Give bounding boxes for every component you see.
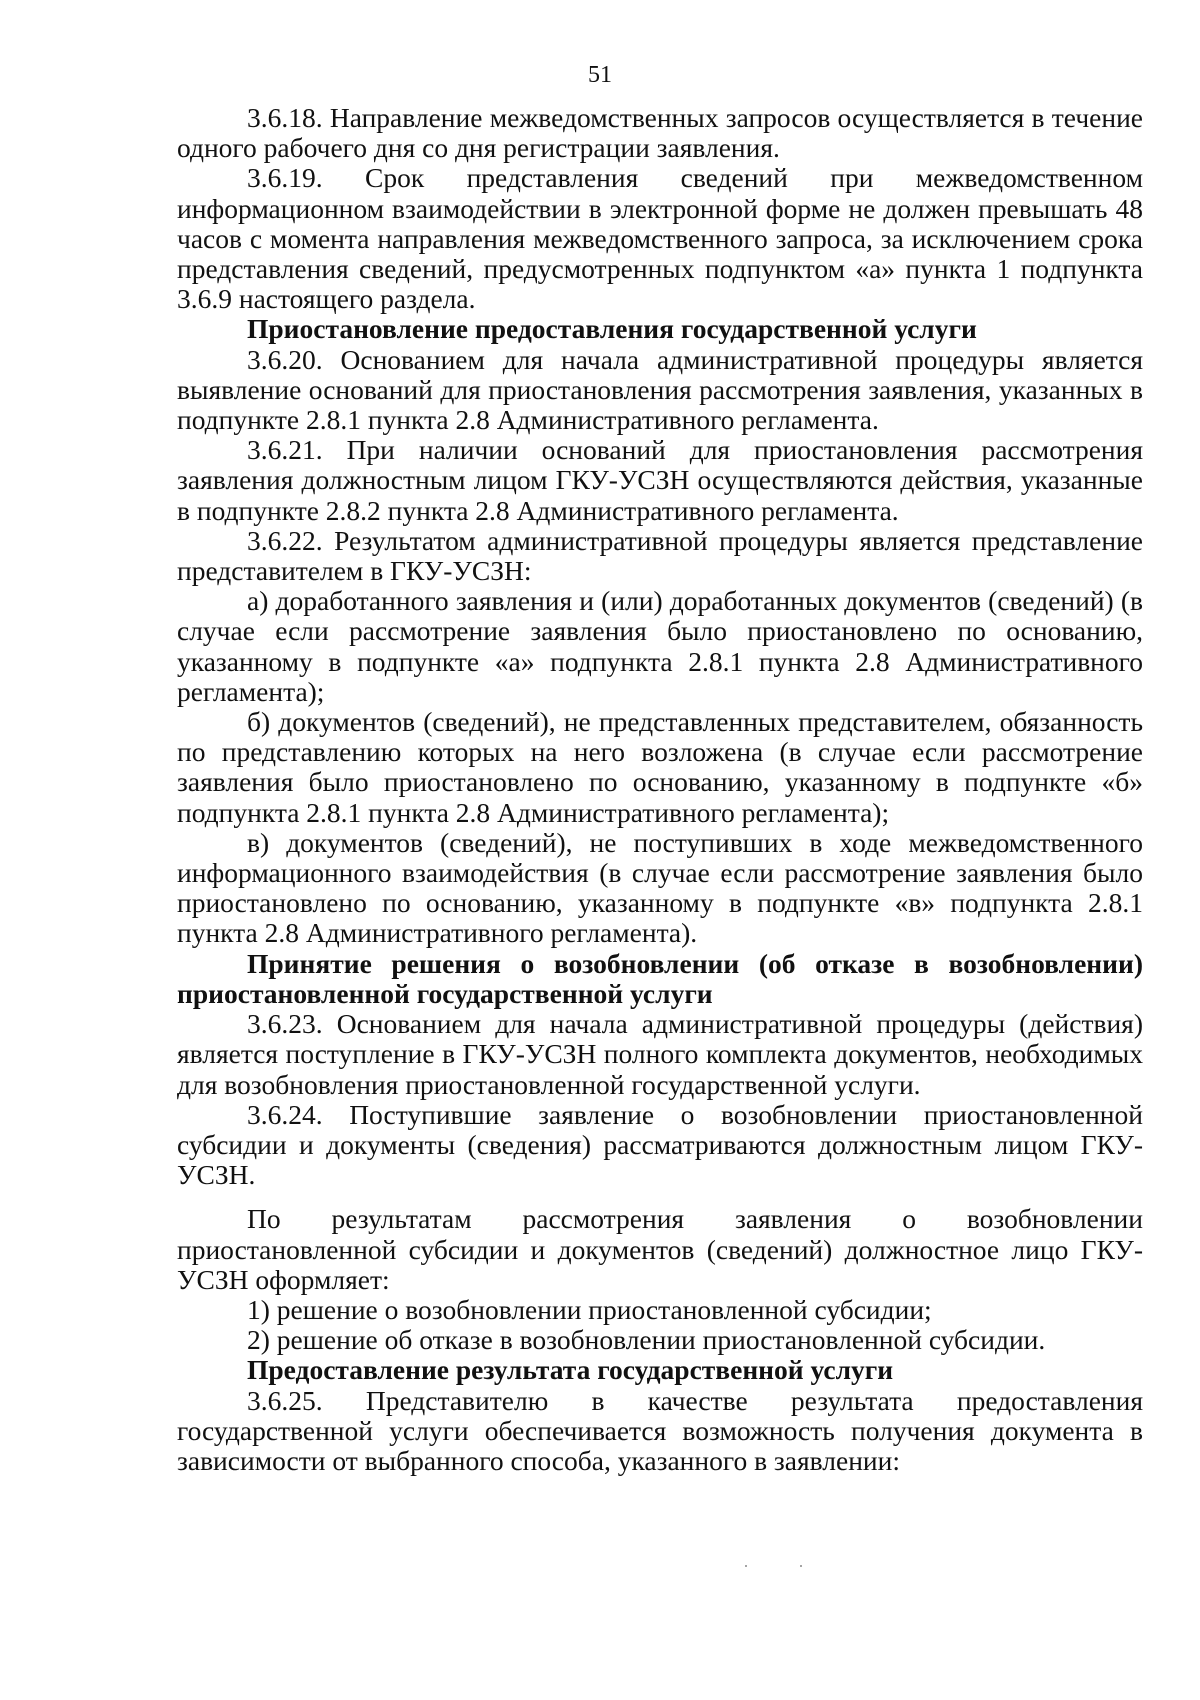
- paragraph-3-6-18: 3.6.18. Направление межведомственных запросов осуществляется в течение одного рабочего дня со дня регистрации заявления.: [177, 102, 1143, 164]
- page-number: 51: [588, 62, 612, 88]
- document-body: [177, 103, 1143, 1476]
- paragraph-3-6-25: 3.6.25. Представителю в качестве результата предоставления государственной услуги обеспечивается возможность получения документа в зависимости от выбранного способа, указанного в заявлении:: [177, 1384, 1143, 1476]
- paragraph-3-6-23: 3.6.23. Основанием для начала административной процедуры (действия) является поступление в ГКУ-УСЗН полного комплекта документов, необходимых для возобновления приостановленной государственной услуги.: [177, 1008, 1143, 1100]
- list-item-b: б) документов (сведений), не представленных представителем, обязанность по представлению которых на него возложена (в случае если рассмотрение заявления было приостановлено по основанию, указанному в подпункте «б» подпункта 2.8.1 пункта 2.8 Административного регламента);: [177, 706, 1143, 828]
- list-item-1: 1) решение о возобновлении приостановленной субсидии;: [247, 1293, 932, 1325]
- section-heading-resumption-decision: Принятие решения о возобновлении (об отказе в возобновлении) приостановленной государственной услуги: [177, 947, 1143, 1009]
- paragraph-3-6-19: 3.6.19. Срок представления сведений при межведомственном информационном взаимодействии в электронной форме не должен превышать 48 часов с момента направления межведомственного запроса, за исключением срока представления сведений, предусмотренных подпунктом «а» пункта 1 подпункта 3.6.9 настоящего раздела.: [177, 162, 1143, 315]
- list-item-a: а) доработанного заявления и (или) доработанных документов (сведений) (в случае если рассмотрение заявления было приостановлено по основанию, указанному в подпункте «а» подпункта 2.8.1 пункта 2.8 Административного регламента);: [177, 585, 1143, 707]
- section-heading-result-provision: Предоставление результата государственной услуги: [247, 1354, 894, 1386]
- paragraph-3-6-20: 3.6.20. Основанием для начала административной процедуры является выявление оснований для приостановления рассмотрения заявления, указанных в подпункте 2.8.1 пункта 2.8 Административного регламента.: [177, 343, 1143, 436]
- paragraph-3-6-22: 3.6.22. Результатом административной процедуры является представление представителем в ГКУ-УСЗН:: [177, 524, 1143, 587]
- list-item-2: 2) решение об отказе в возобновлении приостановленной субсидии.: [247, 1324, 1046, 1356]
- list-item-v: в) документов (сведений), не поступивших в ходе межведомственного информационного взаимодействия (в случае если рассмотрение заявления было приостановлено по основанию, указанному в подпункте «в» подпункта 2.8.1 пункта 2.8 Административного регламента).: [177, 826, 1143, 949]
- paragraph-3-6-24: 3.6.24. Поступившие заявление о возобновлении приостановленной субсидии и документы (сведения) рассматриваются должностным лицом ГКУ-УСЗН.: [177, 1098, 1143, 1191]
- scan-speck-marks: [745, 1565, 815, 1571]
- paragraph-review-results: По результатам рассмотрения заявления о возобновлении приостановленной субсидии и документов (сведений) должностное лицо ГКУ-УСЗН оформляет:: [177, 1203, 1143, 1295]
- section-heading-suspension: Приостановление предоставления государственной услуги: [247, 313, 977, 345]
- paragraph-3-6-21: 3.6.21. При наличии оснований для приостановления рассмотрения заявления должностным лицом ГКУ-УСЗН осуществляются действия, указанные в подпункте 2.8.2 пункта 2.8 Административного регламента.: [177, 434, 1143, 526]
